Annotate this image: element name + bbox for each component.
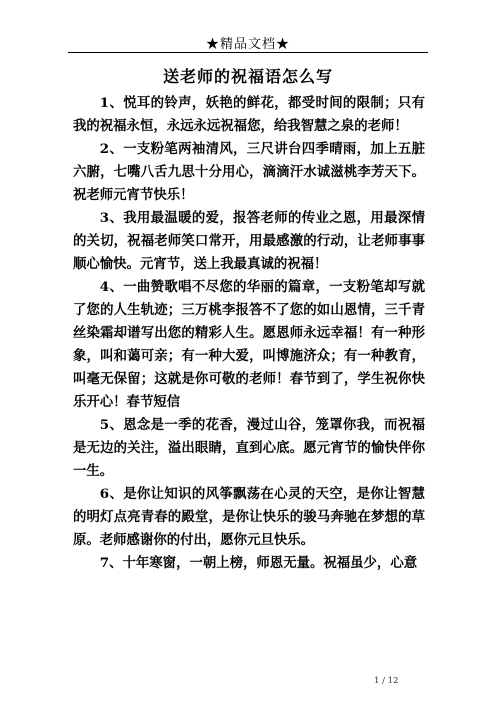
paragraph-7: 7、十年寒窗，一朝上榜，师恩无量。祝福虽少，心意: [99, 555, 418, 571]
paragraph-4: 4、一曲赞歌唱不尽您的华丽的篇章，一支粉笔却写就了您的人生轨迹；三万桃李报答不了您的如山恩情，三千青丝染霜却谱写出您的精彩人生。愿恩师永远幸福！有一种形象，叫和蔼可亲；有一种大爱，叫博施济众；有一种教育，叫毫无保留；这就是你可敬的老师！春节到了，学生祝你快乐开心！春节短信: [73, 279, 425, 410]
paragraph-6: 6、是你让知识的风筝飘荡在心灵的天空，是你让智慧的明灯点亮青春的殿堂，是你让快乐的骏马奔驰在梦想的草原。老师感谢你的付出，愿你元旦快乐。: [73, 486, 425, 548]
paragraph-5: 5、恩念是一季的花香，漫过山谷，笼罩你我，而祝福是无边的关注，溢出眼睛，直到心底。愿元宵节的愉快伴你一生。: [73, 417, 425, 479]
paragraph-1: 1、悦耳的铃声，妖艳的鲜花，都受时间的限制；只有我的祝福永恒，永远永远祝福您，给我智慧之泉的老师！: [73, 95, 425, 134]
document-body: [73, 92, 425, 575]
header-watermark: ★精品文档★: [205, 37, 290, 52]
paragraph-2: 2、一支粉笔两袖清风，三尺讲台四季晴雨，加上五脏六腑，七嘴八舌九思十分用心，滴滴汗水诚滋桃李芳天下。祝老师元宵节快乐！: [73, 141, 425, 203]
document-title: 送老师的祝福语怎么写: [162, 67, 333, 86]
page-number: 1 / 12: [374, 676, 399, 686]
paragraph-3: 3、我用最温暖的爱，报答老师的传业之恩，用最深情的关切，祝福老师笑口常开，用最感激的行动，让老师事事顺心愉快。元宵节，送上我最真诚的祝福！: [73, 210, 425, 272]
header-divider: [68, 52, 428, 53]
